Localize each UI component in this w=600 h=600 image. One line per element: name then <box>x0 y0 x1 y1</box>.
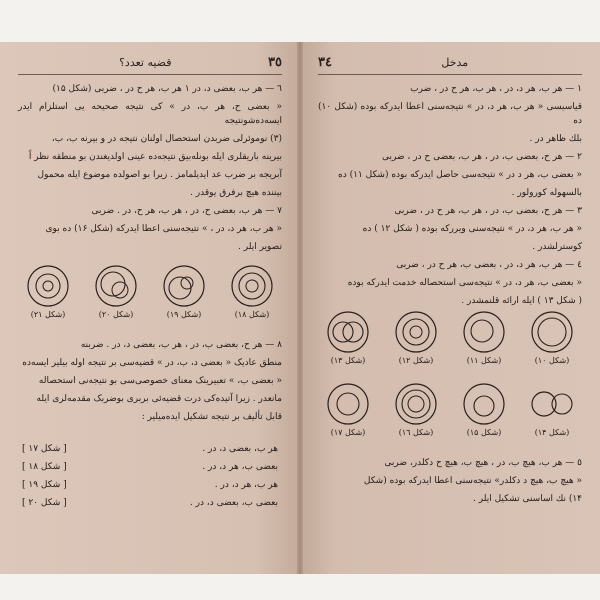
nested-circles-icon <box>530 310 574 354</box>
figure-caption: (شکل ۱٦) <box>398 428 434 437</box>
rule-statement: بعضی ب، هر د، در . <box>202 462 278 472</box>
paragraph: مانعدر . زیرا آتیده‌کی درت قضیه‌ئی بربری بوضربک مقدمه‌لری ایله <box>36 394 282 404</box>
rule-figure-ref: [ شکل ۱۷ ] <box>22 444 67 454</box>
rule-figure-ref: [ شکل ۱۸ ] <box>22 462 67 472</box>
paragraph: ٥ — هر ب، هیچ ب، در ، هیچ ب، هیچ ح دکلدر، ضربی <box>384 458 582 468</box>
paragraph: منطق عادیک « بعضی د، ب، در » قضیه‌سی بر نتیجه اوله بیلیر ایسه‌ده <box>22 358 282 368</box>
paragraph: کوسترلشدر . <box>532 242 582 252</box>
paragraph: ٦ — هر ب، بعضی د، در ۱ هر ب، هر ح در ، ضربی (شکل ۱۵) <box>52 84 282 94</box>
figure <box>456 382 512 437</box>
nested-circles-icon <box>462 310 506 354</box>
nested-circles-icon <box>530 382 574 426</box>
figure <box>456 310 512 365</box>
figure-caption: (شکل ۱۸) <box>234 310 270 319</box>
paragraph: بیننده هیچ برفرق یوقدر . <box>190 188 282 198</box>
paragraph: قابل تألیف بر نتیجه تشکیل ایده‌میلیر : <box>141 412 282 422</box>
nested-circles-icon <box>326 382 370 426</box>
nested-circles-icon <box>326 310 370 354</box>
right-page <box>300 42 600 574</box>
rule-list <box>22 440 278 512</box>
figure-caption: (شکل ۲۱) <box>30 310 66 319</box>
rule-row <box>22 476 278 494</box>
figure-caption: (شکل ۱۵) <box>466 428 502 437</box>
figure-caption: (شکل ۱۰) <box>534 356 570 365</box>
figure <box>156 264 212 319</box>
paragraph: ٧ — هر ب، بعضی ح، در ، هر ب، هر ح، در . ضربی <box>91 206 282 216</box>
figure <box>524 382 580 437</box>
right-text-top <box>318 82 582 312</box>
figure <box>88 264 144 319</box>
paragraph: ٢ — هر ح، بعضی ب، در ، هر ب، بعضی ح در ، ضربی <box>381 152 582 162</box>
left-page-title: قضیه تعدد؟ <box>119 55 172 69</box>
figure <box>388 310 444 365</box>
right-figure-row-2 <box>314 382 586 444</box>
figure-caption: (شکل ۱۷) <box>330 428 366 437</box>
rule-statement: هر ب، هر د، در . <box>214 480 278 490</box>
left-page-number: ٣٥ <box>268 54 282 70</box>
paragraph: « بعضی ب، هر د، در » نتیجه‌سی استحصاله خدمت ایدرکه بوده <box>347 278 582 288</box>
figure-caption: (شکل ۱۹) <box>166 310 202 319</box>
nested-circles-icon <box>26 264 70 308</box>
figure <box>320 310 376 365</box>
paragraph: « هیچ ب، هیچ د دکلدر» نتیجه‌سنی اعطا ایدرکه بوده (شکل <box>363 476 582 486</box>
right-page-title: مدخل <box>441 55 469 69</box>
figure <box>388 382 444 437</box>
nested-circles-icon <box>230 264 274 308</box>
right-text-bottom <box>318 456 582 510</box>
paragraph: « بعضی ب، » تعبیرینک معنای خصوصی‌سی بو نتیجه‌نی استحصاله <box>38 376 282 386</box>
rule-figure-ref: [ شکل ۲۰ ] <box>22 498 67 508</box>
right-page-number: ٣٤ <box>318 54 332 70</box>
paragraph: ( شکل ۱۳ ) ایله ارائه قلنمشدر . <box>461 296 582 306</box>
rule-figure-ref: [ شکل ۱۹ ] <box>22 480 67 490</box>
left-text-top <box>18 82 282 258</box>
paragraph: « بعضی ح، هر ب، در » کی نتیجه صحیحه یی استلزام ایدر ایسه‌ده‌شونتیجه <box>18 102 282 126</box>
paragraph: قیاسیسی « هر ب، هر د، در » نتیجه‌سنی اعطا ایدرکه بوده (شکل ۱۰) ده <box>318 102 582 126</box>
figure-caption: (شکل ۱۱) <box>466 356 502 365</box>
paragraph: بلك ظاهر در . <box>529 134 582 144</box>
left-text-bottom <box>18 338 282 428</box>
rule-row <box>22 440 278 458</box>
paragraph: (۳) نوموئرلی ضربدن استحصال اولنان نتیجه در و بیرنه ب، ب، <box>51 134 282 144</box>
figure <box>524 310 580 365</box>
rule-statement: بعضی ب، بعضی د، در . <box>189 498 278 508</box>
right-figure-row-1 <box>314 310 586 372</box>
rule-statement: هر ب، بعضی د، در . <box>202 444 278 454</box>
paragraph: ١ — هر ب، هر د، در ، هر ب، هر ح در ، ضرب <box>410 84 582 94</box>
nested-circles-icon <box>94 264 138 308</box>
right-running-head <box>318 52 582 75</box>
paragraph: ۱۴) نك اساسنی تشکیل ایلر . <box>473 494 582 504</box>
nested-circles-icon <box>394 382 438 426</box>
book-gutter <box>297 42 303 574</box>
rule-row <box>22 494 278 512</box>
nested-circles-icon <box>394 310 438 354</box>
figure-caption: (شکل ۱۴) <box>534 428 570 437</box>
figure-caption: (شکل ۱۲) <box>398 356 434 365</box>
nested-circles-icon <box>462 382 506 426</box>
left-page <box>0 42 300 574</box>
paragraph: بالسهوله کورولور . <box>511 188 582 198</box>
paragraph: بیرینه باریقلری ایله بونله‌بیق نتیجه‌ده عینی اولدیغندن بو منطقه نظر اً <box>28 152 282 162</box>
paragraph: ٨ — هر ح، بعضی ب، در ، هر ب، بعضی د، در . ضربنه <box>80 340 282 350</box>
figure <box>20 264 76 319</box>
figure-caption: (شکل ۱۳) <box>330 356 366 365</box>
paragraph: آبریجه بر ضرب عد ایدیلمامز . زیرا بو اصولده موضوع ایله محمول <box>37 170 282 180</box>
paragraph: « بعضی ب، هر د در » نتیجه‌سی حاصل ایدرکه بوده (شکل ۱۱) ده <box>337 170 582 180</box>
figure <box>224 264 280 319</box>
paragraph: تصویر ایلر . <box>238 242 282 252</box>
paragraph: « هر ب، هر د، در » نتیجه‌سنی ویررکه بوده ( شکل ۱۲ ) ده <box>362 224 582 234</box>
left-running-head <box>18 52 282 75</box>
paragraph: ٤ — هر ب، هر د، در ، بعضی ب، هر ح در ، ضربی <box>396 260 582 270</box>
figure-caption: (شکل ۲۰) <box>98 310 134 319</box>
rule-row <box>22 458 278 476</box>
paragraph: « هر ب، هر د، در ، » نتیجه‌سنی اعطا ایدرکه (شکل ۱۶) ده بوی <box>45 224 282 234</box>
left-figure-row <box>14 264 286 326</box>
nested-circles-icon <box>162 264 206 308</box>
figure <box>320 382 376 437</box>
paragraph: ٣ — هر ح، بعضی ب، در ، هر ب، هر ح در ، ضربی <box>394 206 582 216</box>
